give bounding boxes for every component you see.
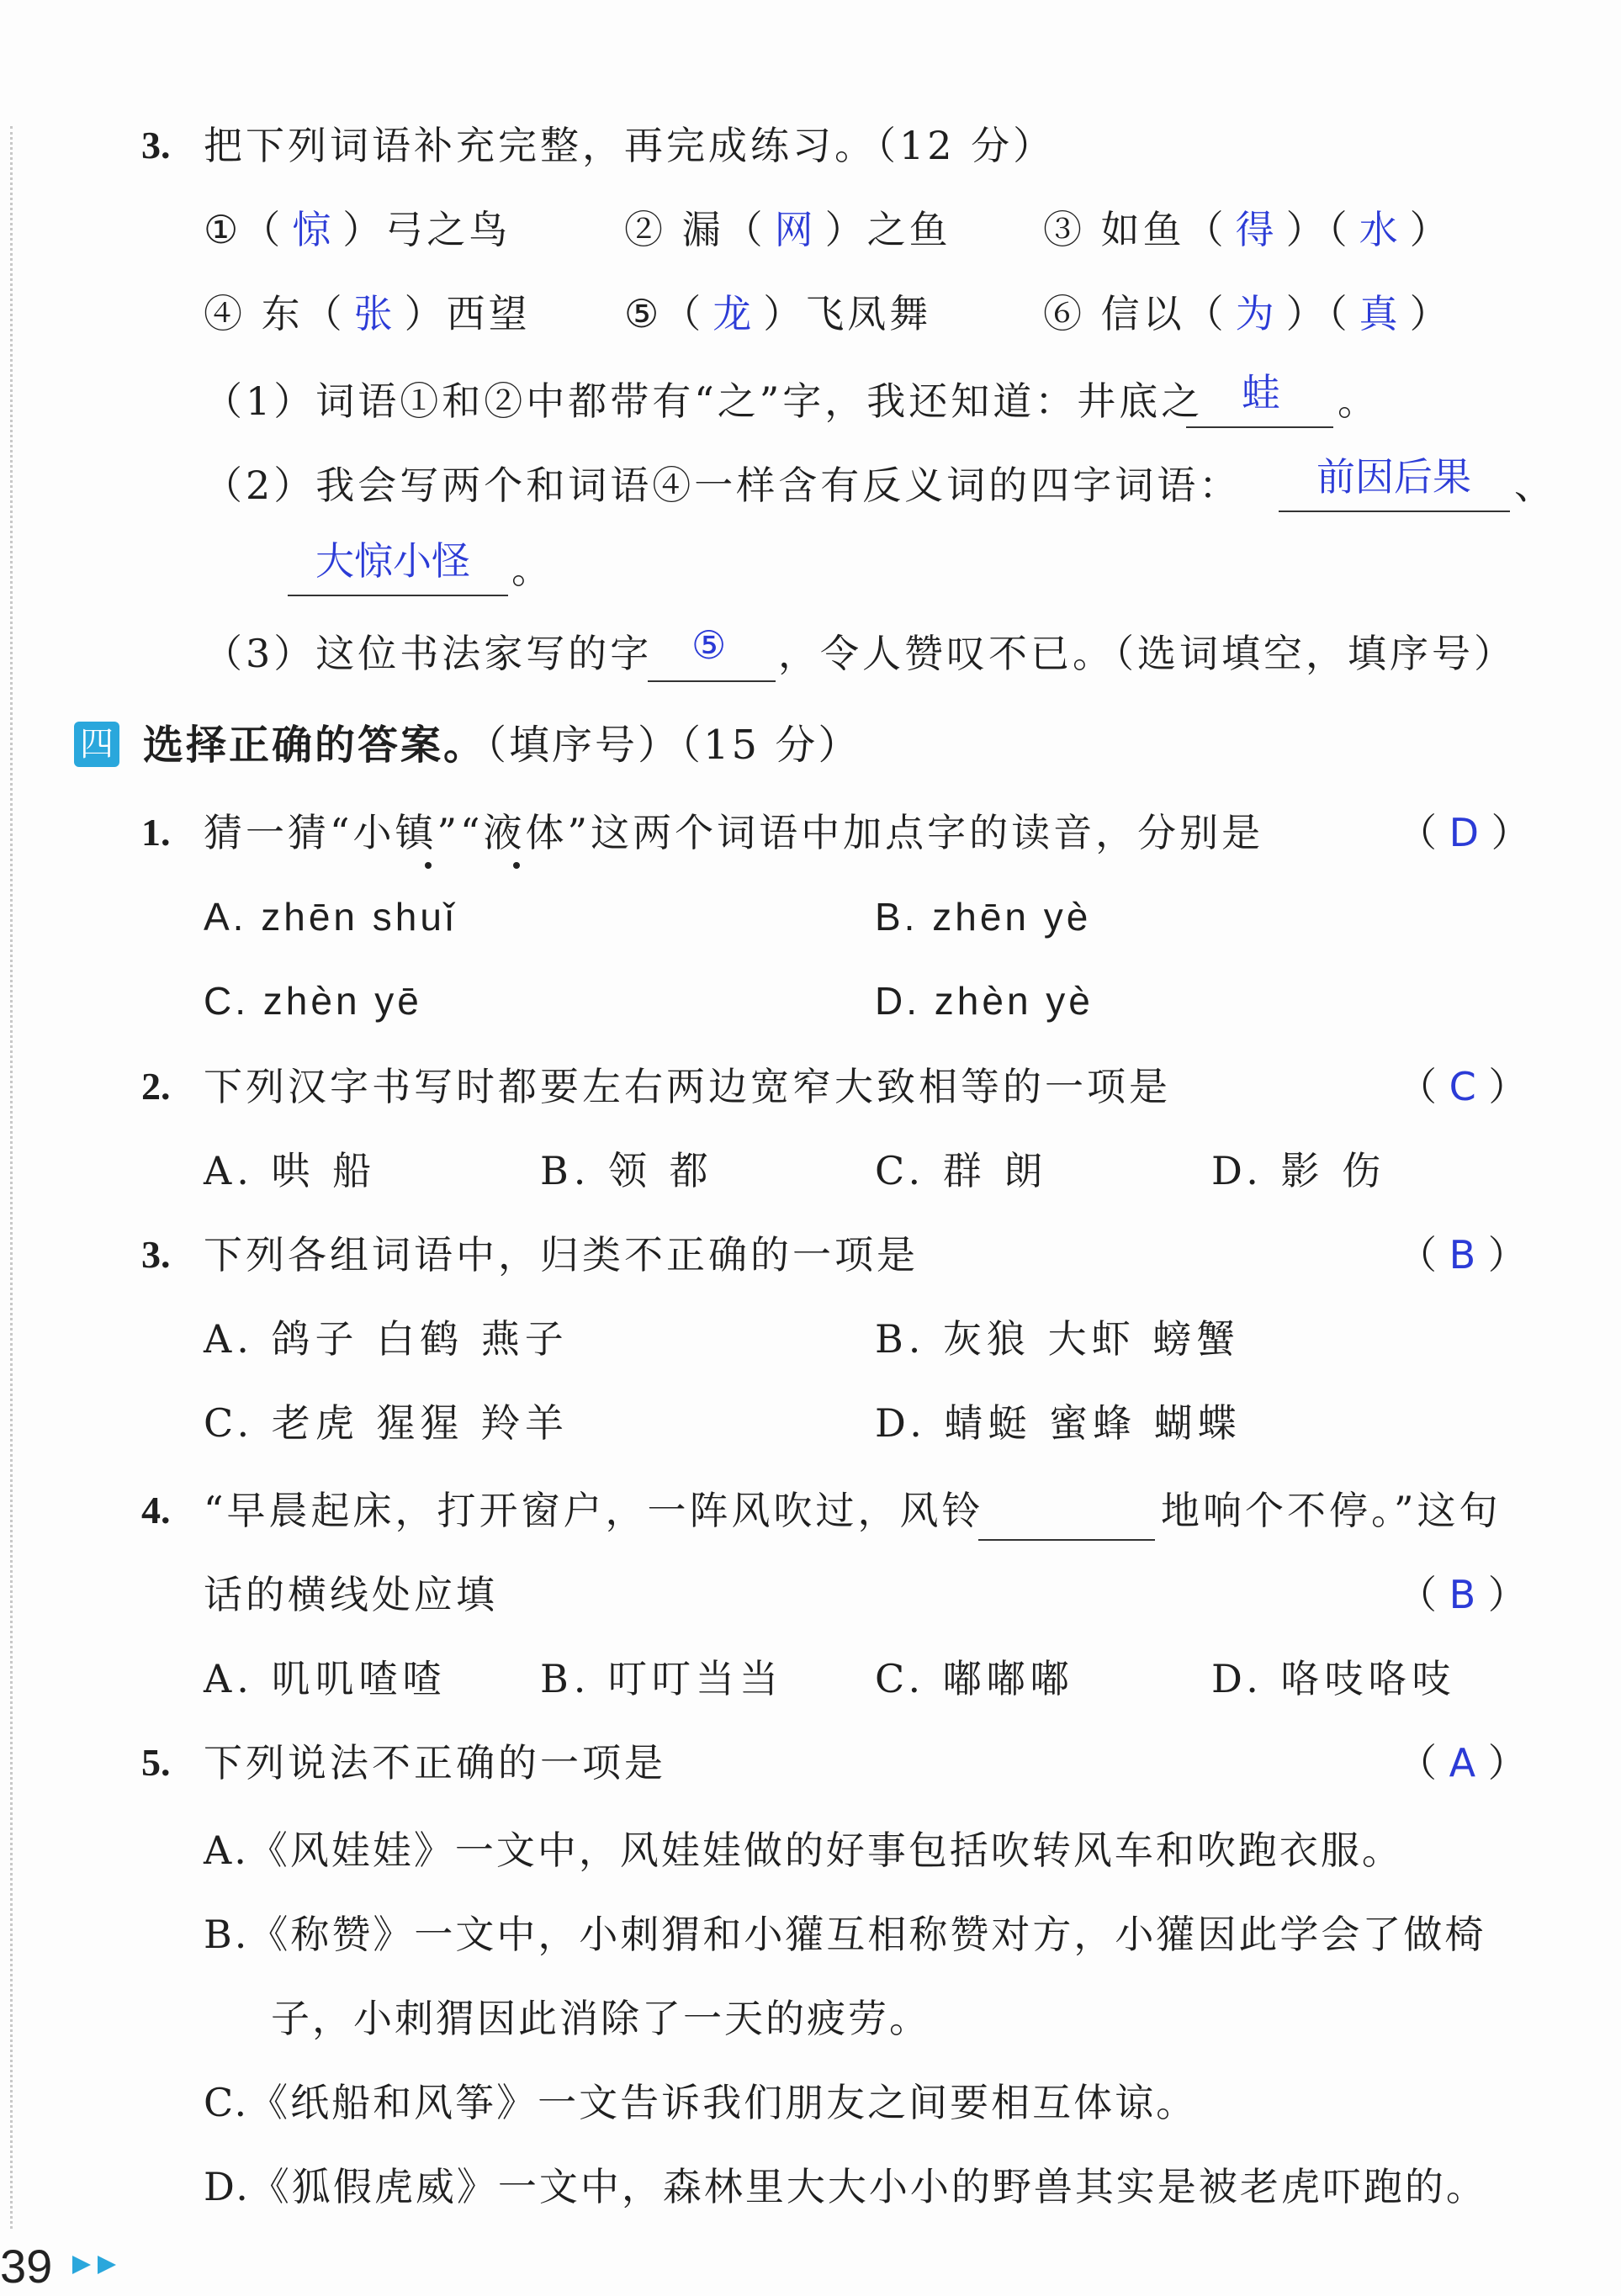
q3-sub1-end: 。 xyxy=(1338,378,1380,424)
q4-2-option-d: D. 影 伤 xyxy=(1211,1148,1386,1193)
q4-1-option-d: D. zhèn yè xyxy=(875,979,1094,1023)
q4-5-option-d: D.《狐假虎威》一文中，森林里大大小小的野兽其实是被老虎吓跑的。 xyxy=(204,2164,1487,2209)
q4-4-option-c: C. 嘟嘟嘟 xyxy=(875,1656,1074,1701)
q3-number: 3. xyxy=(141,124,171,167)
q4-5-option-b-cont: 子，小刺猬因此消除了一天的疲劳。 xyxy=(271,1996,930,2041)
q4-4-stem-part2: 地响个不停。”这句 xyxy=(1161,1488,1502,1533)
q3-sub3-text: （3）这位书法家写的字 xyxy=(204,631,653,676)
q4-1-option-a: A. zhēn shuǐ xyxy=(204,895,458,939)
q4-2-number: 2. xyxy=(141,1065,171,1108)
q4-4-option-b: B. 叮叮当当 xyxy=(540,1656,784,1701)
q3-stem: 把下列词语补充完整，再完成练习。（12 分） xyxy=(204,123,1056,168)
q4-2-option-c: C. 群 朗 xyxy=(875,1148,1048,1193)
q3-sub1-text: （1）词语①和②中都带有“之”字，我还知道：井底之 xyxy=(204,378,1204,424)
q3-sub2-blank-2 xyxy=(288,595,508,596)
q4-2-option-a: A. 哄 船 xyxy=(204,1148,377,1193)
q4-3-option-d: D. 蜻蜓 蜜蜂 蝴蝶 xyxy=(875,1400,1242,1446)
q4-5-option-b: B.《称赞》一文中，小刺猬和小獾互相称赞对方，小獾因此学会了做椅 xyxy=(204,1912,1486,1957)
idiom-5: ⑤（ 龙 ）飞凤舞 xyxy=(624,288,931,339)
q4-3-option-c: C. 老虎 猩猩 羚羊 xyxy=(204,1400,569,1446)
q3-sub3-answer: ⑤ xyxy=(691,622,727,668)
q4-5-option-a: A.《风娃娃》一文中，风娃娃做的好事包括吹转风车和吹跑衣服。 xyxy=(204,1828,1403,1873)
emphasis-dot xyxy=(513,862,520,869)
q4-4-option-a: A. 叽叽喳喳 xyxy=(204,1656,447,1701)
q4-5-answer: A xyxy=(1449,1740,1476,1785)
q4-2-answer-paren: （ C ） xyxy=(1398,1064,1528,1109)
q4-4-blank xyxy=(978,1539,1155,1541)
q3-sub2-answer-1: 前因后果 xyxy=(1316,454,1471,500)
q4-3-option-a: A. 鸽子 白鹤 燕子 xyxy=(204,1316,569,1362)
q4-1-number: 1. xyxy=(141,811,171,854)
idiom-2-answer: 网 xyxy=(774,207,817,252)
q4-1-option-c: C. zhèn yē xyxy=(204,979,422,1023)
page-number: 39 xyxy=(0,2240,53,2293)
idiom-6: ⑥ 信以（ 为 ）（ 真 ） xyxy=(1043,288,1452,339)
q4-4-answer-paren: （ B ） xyxy=(1398,1572,1527,1617)
q4-5-number: 5. xyxy=(141,1741,171,1784)
q3-sub2-text: （2）我会写两个和词语④一样含有反义词的四字词语： xyxy=(204,463,1242,508)
q4-4-number: 4. xyxy=(141,1489,171,1532)
q4-3-number: 3. xyxy=(141,1233,171,1276)
q4-4-option-d: D. 咯吱咯吱 xyxy=(1211,1656,1456,1701)
q3-sub3-end: ，令人赞叹不已。（选词填空，填序号） xyxy=(778,631,1516,676)
q3-sub2-end: 。 xyxy=(511,547,554,592)
idiom-6-answer-2: 真 xyxy=(1359,291,1401,336)
q3-sub2-blank-1 xyxy=(1279,511,1510,512)
q3-sub1-blank xyxy=(1186,426,1333,428)
q4-2-answer: C xyxy=(1449,1064,1476,1109)
q4-4-stem-part1: “早晨起床，打开窗户，一阵风吹过，风铃 xyxy=(204,1488,984,1533)
q4-5-answer-paren: （ A ） xyxy=(1398,1740,1527,1785)
q3-sub2-answer-2: 大惊小怪 xyxy=(315,538,470,584)
section-4-title: 选择正确的答案。（填序号）（15 分） xyxy=(143,722,861,769)
arrow-icon xyxy=(72,2252,131,2277)
idiom-1: ①（ 惊 ）弓之鸟 xyxy=(204,204,511,255)
emphasis-dot xyxy=(425,862,432,869)
q4-1-stem: 猜一猜“小镇”“液体”这两个词语中加点字的读音，分别是 xyxy=(204,810,1264,855)
q4-3-answer: B xyxy=(1449,1232,1476,1278)
q4-5-option-c: C.《纸船和风筝》一文告诉我们朋友之间要相互体谅。 xyxy=(204,2080,1198,2125)
q4-3-answer-paren: （ B ） xyxy=(1398,1232,1527,1278)
idiom-6-answer: 为 xyxy=(1235,291,1278,336)
idiom-4-answer: 张 xyxy=(353,291,396,336)
q4-2-option-b: B. 领 都 xyxy=(540,1148,713,1193)
q3-sub3-blank xyxy=(648,680,776,682)
idiom-3-answer-2: 水 xyxy=(1359,207,1401,252)
idiom-1-answer: 惊 xyxy=(292,207,335,252)
q4-2-stem: 下列汉字书写时都要左右两边宽窄大致相等的一项是 xyxy=(204,1064,1171,1109)
q4-1-option-b: B. zhēn yè xyxy=(875,895,1092,939)
idiom-3-answer: 得 xyxy=(1235,207,1278,252)
q4-3-stem: 下列各组词语中，归类不正确的一项是 xyxy=(204,1232,919,1278)
q3-sub1-answer: 蛙 xyxy=(1242,370,1280,415)
q4-5-stem: 下列说法不正确的一项是 xyxy=(204,1740,666,1785)
q3-sub2-sep: 、 xyxy=(1514,463,1556,508)
q4-4-stem-part3: 话的横线处应填 xyxy=(204,1572,498,1617)
section-4-badge: 四 xyxy=(74,722,119,767)
q4-4-answer: B xyxy=(1449,1572,1476,1617)
idiom-3: ③ 如鱼（ 得 ）（ 水 ） xyxy=(1043,204,1452,255)
q4-1-answer-paren: （ D ） xyxy=(1398,810,1530,855)
q4-1-answer: D xyxy=(1449,810,1480,855)
q4-3-option-b: B. 灰狼 大虾 螃蟹 xyxy=(875,1316,1241,1362)
idiom-2: ② 漏（ 网 ）之鱼 xyxy=(624,204,951,255)
idiom-5-answer: 龙 xyxy=(712,291,755,336)
binding-margin-line xyxy=(10,126,13,2229)
idiom-4: ④ 东（ 张 ）西望 xyxy=(204,288,531,339)
